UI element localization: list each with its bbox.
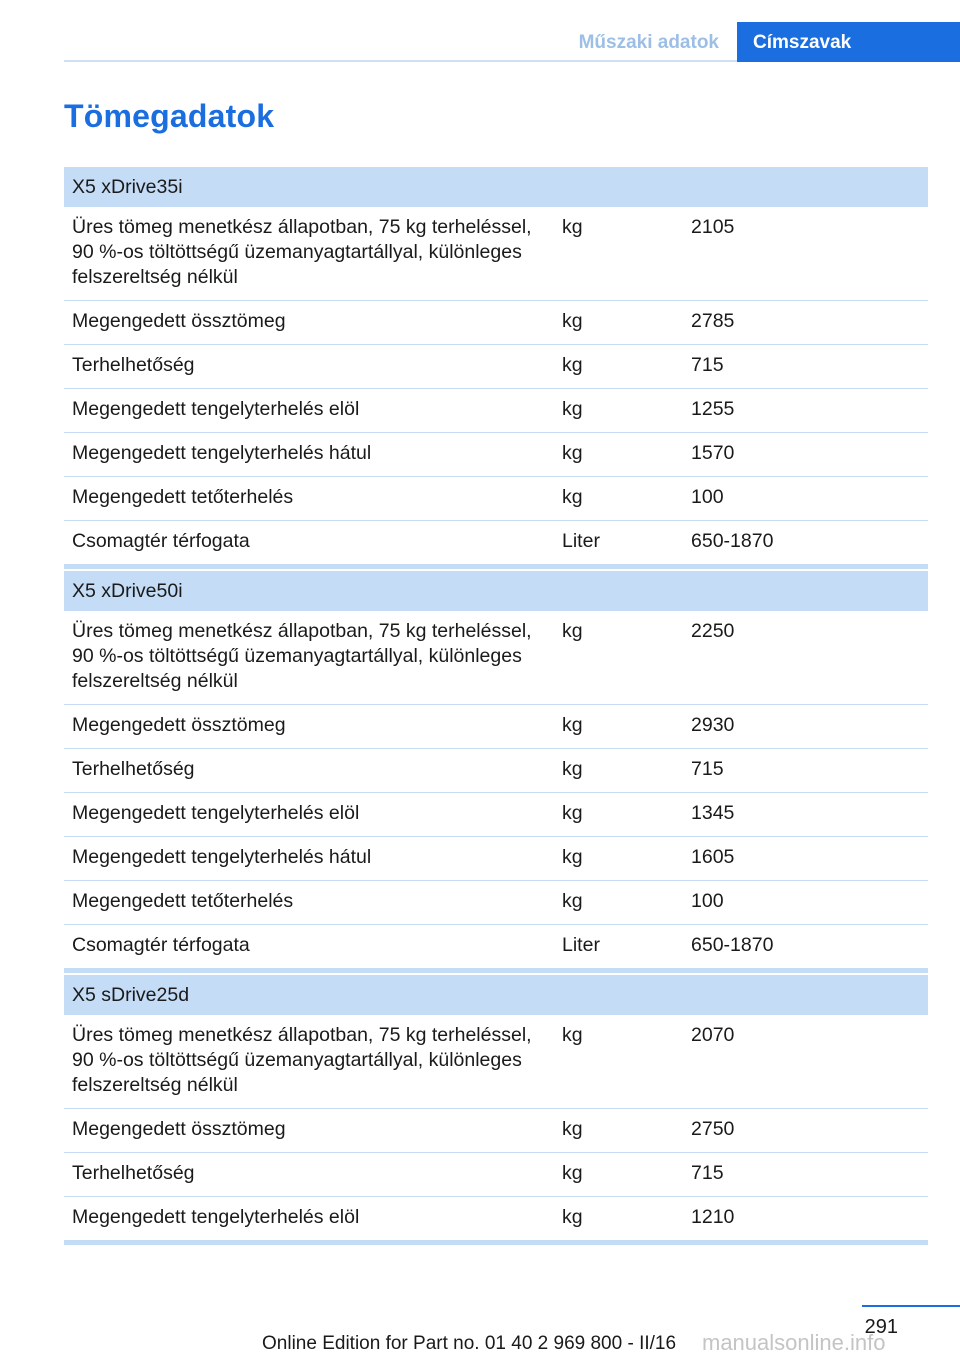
row-label: Megengedett tetőterhelés <box>64 881 554 925</box>
table-row <box>64 433 928 477</box>
nav-section-previous[interactable]: Műszaki adatok <box>578 32 719 53</box>
row-unit: kg <box>554 611 683 705</box>
table-row <box>64 749 928 793</box>
row-value: 2070 <box>683 1015 928 1109</box>
row-label: Megengedett tengelyterhelés hátul <box>64 837 554 881</box>
row-unit: kg <box>554 1153 683 1197</box>
row-label: Megengedett tetőterhelés <box>64 477 554 521</box>
row-value: 1570 <box>683 433 928 477</box>
row-value: 715 <box>683 345 928 389</box>
table-row <box>64 1197 928 1243</box>
row-unit: kg <box>554 433 683 477</box>
table-row <box>64 837 928 881</box>
table-row <box>64 1109 928 1153</box>
row-unit: kg <box>554 207 683 301</box>
row-label: Megengedett tengelyterhelés elöl <box>64 389 554 433</box>
row-label: Megengedett össztömeg <box>64 301 554 345</box>
spec-table <box>64 571 928 973</box>
row-label: Üres tömeg menetkész állapotban, 75 kg terheléssel, 90 %-os töltöttségű üzemanyagtartállyal, különleges felszereltség nélkül <box>64 611 554 705</box>
table-row <box>64 389 928 433</box>
footer-rule <box>862 1305 960 1307</box>
table-model-header: X5 xDrive50i <box>64 571 928 611</box>
row-value: 2250 <box>683 611 928 705</box>
row-label: Üres tömeg menetkész állapotban, 75 kg terheléssel, 90 %-os töltöttségű üzemanyagtartállyal, különleges felszereltség nélkül <box>64 1015 554 1109</box>
row-label: Megengedett össztömeg <box>64 1109 554 1153</box>
table-row <box>64 705 928 749</box>
row-value: 650-1870 <box>683 521 928 567</box>
row-unit: kg <box>554 1015 683 1109</box>
row-unit: Liter <box>554 521 683 567</box>
row-label: Terhelhetőség <box>64 345 554 389</box>
row-unit: kg <box>554 749 683 793</box>
footer-edition-text: Online Edition for Part no. 01 40 2 969 800 - II/16 <box>262 1333 677 1354</box>
row-value: 1255 <box>683 389 928 433</box>
row-value: 715 <box>683 1153 928 1197</box>
row-unit: kg <box>554 881 683 925</box>
nav-section-current[interactable]: Címszavak <box>737 22 960 62</box>
table-row <box>64 793 928 837</box>
row-unit: kg <box>554 837 683 881</box>
row-value: 100 <box>683 477 928 521</box>
spec-table <box>64 975 928 1245</box>
page-title: Tömegadatok <box>64 98 275 134</box>
row-label: Megengedett tengelyterhelés hátul <box>64 433 554 477</box>
table-row <box>64 207 928 301</box>
table-row <box>64 925 928 971</box>
row-label: Terhelhetőség <box>64 749 554 793</box>
spec-table <box>64 167 928 569</box>
row-value: 2750 <box>683 1109 928 1153</box>
row-unit: kg <box>554 345 683 389</box>
page-number: 291 <box>864 1316 898 1338</box>
row-label: Csomagtér térfogata <box>64 521 554 567</box>
table-row <box>64 611 928 705</box>
table-model-header: X5 sDrive25d <box>64 975 928 1015</box>
table-row <box>64 345 928 389</box>
row-value: 1605 <box>683 837 928 881</box>
row-value: 2105 <box>683 207 928 301</box>
table-row <box>64 521 928 567</box>
row-unit: Liter <box>554 925 683 971</box>
row-value: 2785 <box>683 301 928 345</box>
row-unit: kg <box>554 793 683 837</box>
row-value: 1345 <box>683 793 928 837</box>
row-label: Megengedett össztömeg <box>64 705 554 749</box>
row-unit: kg <box>554 705 683 749</box>
row-unit: kg <box>554 477 683 521</box>
table-row <box>64 1153 928 1197</box>
row-label: Terhelhetőség <box>64 1153 554 1197</box>
row-unit: kg <box>554 389 683 433</box>
table-row <box>64 1015 928 1109</box>
row-value: 715 <box>683 749 928 793</box>
row-value: 2930 <box>683 705 928 749</box>
row-value: 1210 <box>683 1197 928 1243</box>
row-label: Megengedett tengelyterhelés elöl <box>64 1197 554 1243</box>
row-value: 650-1870 <box>683 925 928 971</box>
row-unit: kg <box>554 1109 683 1153</box>
row-label: Üres tömeg menetkész állapotban, 75 kg terheléssel, 90 %-os töltöttségű üzemanyagtartállyal, különleges felszereltség nélkül <box>64 207 554 301</box>
row-value: 100 <box>683 881 928 925</box>
row-unit: kg <box>554 301 683 345</box>
table-model-header: X5 xDrive35i <box>64 167 928 207</box>
row-label: Csomagtér térfogata <box>64 925 554 971</box>
table-row <box>64 881 928 925</box>
table-row <box>64 301 928 345</box>
row-label: Megengedett tengelyterhelés elöl <box>64 793 554 837</box>
row-unit: kg <box>554 1197 683 1243</box>
table-row <box>64 477 928 521</box>
watermark: manualsonline.info <box>702 1330 886 1355</box>
